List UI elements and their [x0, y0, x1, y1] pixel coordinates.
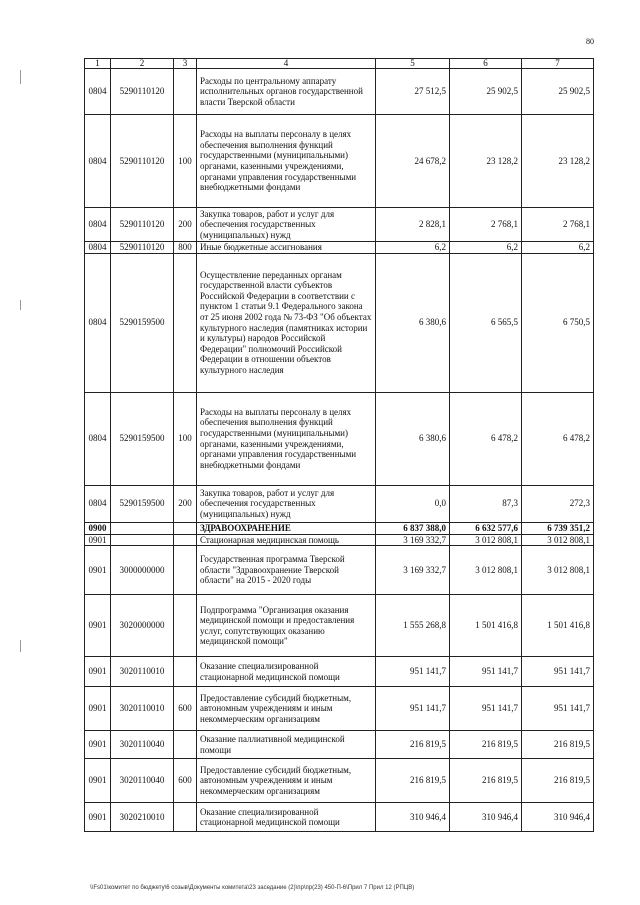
- section-code: 0901: [85, 546, 111, 595]
- amount-year-1: 27 512,5: [376, 69, 450, 115]
- table-row: [85, 687, 594, 731]
- amount-year-3: 6 750,5: [522, 253, 594, 392]
- expense-type: 800: [174, 242, 197, 254]
- item-name: Оказание специализированной стационарной медицинской помощи: [197, 803, 376, 832]
- item-name: Иные бюджетные ассигнования: [197, 242, 376, 254]
- item-name: Стационарная медицинская помощь: [197, 534, 376, 546]
- column-header: 7: [522, 59, 594, 69]
- amount-year-3: 951 141,7: [522, 687, 594, 731]
- target-code: 3020000000: [111, 595, 174, 657]
- budget-table: [84, 58, 594, 832]
- target-code: 5290110120: [111, 242, 174, 254]
- amount-year-1: 24 678,2: [376, 115, 450, 208]
- section-code: 0804: [85, 208, 111, 242]
- expense-type: 600: [174, 759, 197, 803]
- column-header: 6: [450, 59, 522, 69]
- amount-year-3: 1 501 416,8: [522, 595, 594, 657]
- item-name: Расходы по центральному аппарату исполнительных органов государственной власти Тверской области: [197, 69, 376, 115]
- section-code: 0901: [85, 534, 111, 546]
- section-code: 0900: [85, 522, 111, 534]
- target-code: [111, 522, 174, 534]
- item-name: Подпрограмма "Организация оказания медицинской помощи и предоставления услуг, сопутствующих оказанию медицинской помощи": [197, 595, 376, 657]
- amount-year-3: 2 768,1: [522, 208, 594, 242]
- item-name: Предоставление субсидий бюджетным, автономным учреждениям и иным некоммерческим организациям: [197, 759, 376, 803]
- item-name: Предоставление субсидий бюджетным, автономным учреждениям и иным некоммерческим организациям: [197, 687, 376, 731]
- amount-year-1: 0,0: [376, 485, 450, 522]
- amount-year-3: 272,3: [522, 485, 594, 522]
- section-code: 0901: [85, 657, 111, 687]
- amount-year-2: 6 632 577,6: [450, 522, 522, 534]
- amount-year-2: 6 478,2: [450, 392, 522, 485]
- amount-year-1: 951 141,7: [376, 687, 450, 731]
- section-code: 0804: [85, 242, 111, 254]
- item-name: Расходы на выплаты персоналу в целях обеспечения выполнения функций государственными (муниципальными) органами, казенными учреждениями, органами управления государственными внебюджетными фондами: [197, 115, 376, 208]
- amount-year-2: 87,3: [450, 485, 522, 522]
- amount-year-1: 2 828,1: [376, 208, 450, 242]
- amount-year-1: 3 169 332,7: [376, 534, 450, 546]
- amount-year-3: 216 819,5: [522, 759, 594, 803]
- section-code: 0804: [85, 485, 111, 522]
- amount-year-3: 6 739 351,2: [522, 522, 594, 534]
- target-code: 3020110040: [111, 759, 174, 803]
- amount-year-2: 3 012 808,1: [450, 546, 522, 595]
- section-code: 0804: [85, 115, 111, 208]
- amount-year-1: 951 141,7: [376, 657, 450, 687]
- section-code: 0901: [85, 803, 111, 832]
- item-name: Расходы на выплаты персоналу в целях обеспечения выполнения функций государственными (муниципальными) органами, казенными учреждениями, органами управления государственными внебюджетными фондами: [197, 392, 376, 485]
- margin-mark: [20, 70, 21, 84]
- amount-year-1: 6 380,6: [376, 392, 450, 485]
- section-code: 0901: [85, 731, 111, 759]
- target-code: 5290110120: [111, 115, 174, 208]
- section-code: 0804: [85, 392, 111, 485]
- amount-year-2: 951 141,7: [450, 657, 522, 687]
- amount-year-2: 6 565,5: [450, 253, 522, 392]
- item-name: ЗДРАВООХРАНЕНИЕ: [197, 522, 376, 534]
- target-code: 5290110120: [111, 69, 174, 115]
- amount-year-1: 6 380,6: [376, 253, 450, 392]
- amount-year-3: 3 012 808,1: [522, 534, 594, 546]
- target-code: 3000000000: [111, 546, 174, 595]
- table-row: [85, 253, 594, 392]
- section-code: 0901: [85, 687, 111, 731]
- file-path-footer: \\Fs01\комитет по бюджету\6 созыв\Документы комитета\23 заседание (2)\пр\пр(23) 450-П-6\Прил 7 Прил 12 (РПЦВ): [90, 885, 415, 891]
- table-row: [85, 731, 594, 759]
- table-row: [85, 522, 594, 534]
- expense-type: [174, 657, 197, 687]
- amount-year-1: 310 946,4: [376, 803, 450, 832]
- section-code: 0901: [85, 595, 111, 657]
- section-code: 0901: [85, 759, 111, 803]
- margin-mark: [20, 300, 21, 310]
- table-header-row: [85, 59, 594, 69]
- amount-year-3: 6,2: [522, 242, 594, 254]
- section-code: 0804: [85, 69, 111, 115]
- amount-year-3: 951 141,7: [522, 657, 594, 687]
- amount-year-2: 2 768,1: [450, 208, 522, 242]
- amount-year-3: 25 902,5: [522, 69, 594, 115]
- amount-year-2: 23 128,2: [450, 115, 522, 208]
- table-row: [85, 208, 594, 242]
- item-name: Закупка товаров, работ и услуг для обеспечения государственных (муниципальных) нужд: [197, 485, 376, 522]
- amount-year-2: 310 946,4: [450, 803, 522, 832]
- amount-year-2: 3 012 808,1: [450, 534, 522, 546]
- amount-year-1: 216 819,5: [376, 759, 450, 803]
- item-name: Оказание специализированной стационарной медицинской помощи: [197, 657, 376, 687]
- expense-type: [174, 253, 197, 392]
- table-row: [85, 595, 594, 657]
- expense-type: 100: [174, 115, 197, 208]
- amount-year-1: 3 169 332,7: [376, 546, 450, 595]
- expense-type: [174, 69, 197, 115]
- column-header: 2: [111, 59, 174, 69]
- expense-type: 200: [174, 208, 197, 242]
- item-name: Оказание паллиативной медицинской помощи: [197, 731, 376, 759]
- column-header: 5: [376, 59, 450, 69]
- amount-year-1: 6 837 388,0: [376, 522, 450, 534]
- amount-year-3: 310 946,4: [522, 803, 594, 832]
- table-row: [85, 485, 594, 522]
- column-header: 3: [174, 59, 197, 69]
- margin-mark: [20, 640, 21, 652]
- target-code: 5290159500: [111, 485, 174, 522]
- target-code: 3020110040: [111, 731, 174, 759]
- target-code: 5290110120: [111, 208, 174, 242]
- expense-type: 200: [174, 485, 197, 522]
- expense-type: 100: [174, 392, 197, 485]
- target-code: [111, 534, 174, 546]
- item-name: Государственная программа Тверской области "Здравоохранение Тверской области" на 2015 - 2020 годы: [197, 546, 376, 595]
- expense-type: [174, 534, 197, 546]
- amount-year-1: 6,2: [376, 242, 450, 254]
- amount-year-2: 25 902,5: [450, 69, 522, 115]
- expense-type: [174, 731, 197, 759]
- table-row: [85, 115, 594, 208]
- expense-type: [174, 803, 197, 832]
- page-number: 80: [586, 37, 594, 46]
- amount-year-2: 951 141,7: [450, 687, 522, 731]
- amount-year-2: 6,2: [450, 242, 522, 254]
- section-code: 0804: [85, 253, 111, 392]
- target-code: 3020110010: [111, 687, 174, 731]
- amount-year-3: 3 012 808,1: [522, 546, 594, 595]
- expense-type: [174, 522, 197, 534]
- target-code: 3020210010: [111, 803, 174, 832]
- item-name: Закупка товаров, работ и услуг для обеспечения государственных (муниципальных) нужд: [197, 208, 376, 242]
- expense-type: [174, 546, 197, 595]
- expense-type: [174, 595, 197, 657]
- target-code: 5290159500: [111, 392, 174, 485]
- table-row: [85, 546, 594, 595]
- column-header: 4: [197, 59, 376, 69]
- table-row: [85, 534, 594, 546]
- amount-year-2: 216 819,5: [450, 731, 522, 759]
- table-row: [85, 657, 594, 687]
- target-code: 5290159500: [111, 253, 174, 392]
- table-row: [85, 392, 594, 485]
- table-row: [85, 803, 594, 832]
- table-row: [85, 242, 594, 254]
- amount-year-2: 1 501 416,8: [450, 595, 522, 657]
- amount-year-2: 216 819,5: [450, 759, 522, 803]
- amount-year-3: 6 478,2: [522, 392, 594, 485]
- amount-year-3: 23 128,2: [522, 115, 594, 208]
- table-row: [85, 759, 594, 803]
- expense-type: 600: [174, 687, 197, 731]
- amount-year-3: 216 819,5: [522, 731, 594, 759]
- amount-year-1: 216 819,5: [376, 731, 450, 759]
- item-name: Осуществление переданных органам государственной власти субъектов Российской Федерации в соответствии с пунктом 1 статьи 9.1 Федерального закона от 25 июня 2002 года № 73-ФЗ "Об объектах культурного наследия (памятниках истории и культуры) народов Российской Федерации" полномочий Российской Федерации в отношении объектов культурного наследия: [197, 253, 376, 392]
- target-code: 3020110010: [111, 657, 174, 687]
- column-header: 1: [85, 59, 111, 69]
- amount-year-1: 1 555 268,8: [376, 595, 450, 657]
- table-row: [85, 69, 594, 115]
